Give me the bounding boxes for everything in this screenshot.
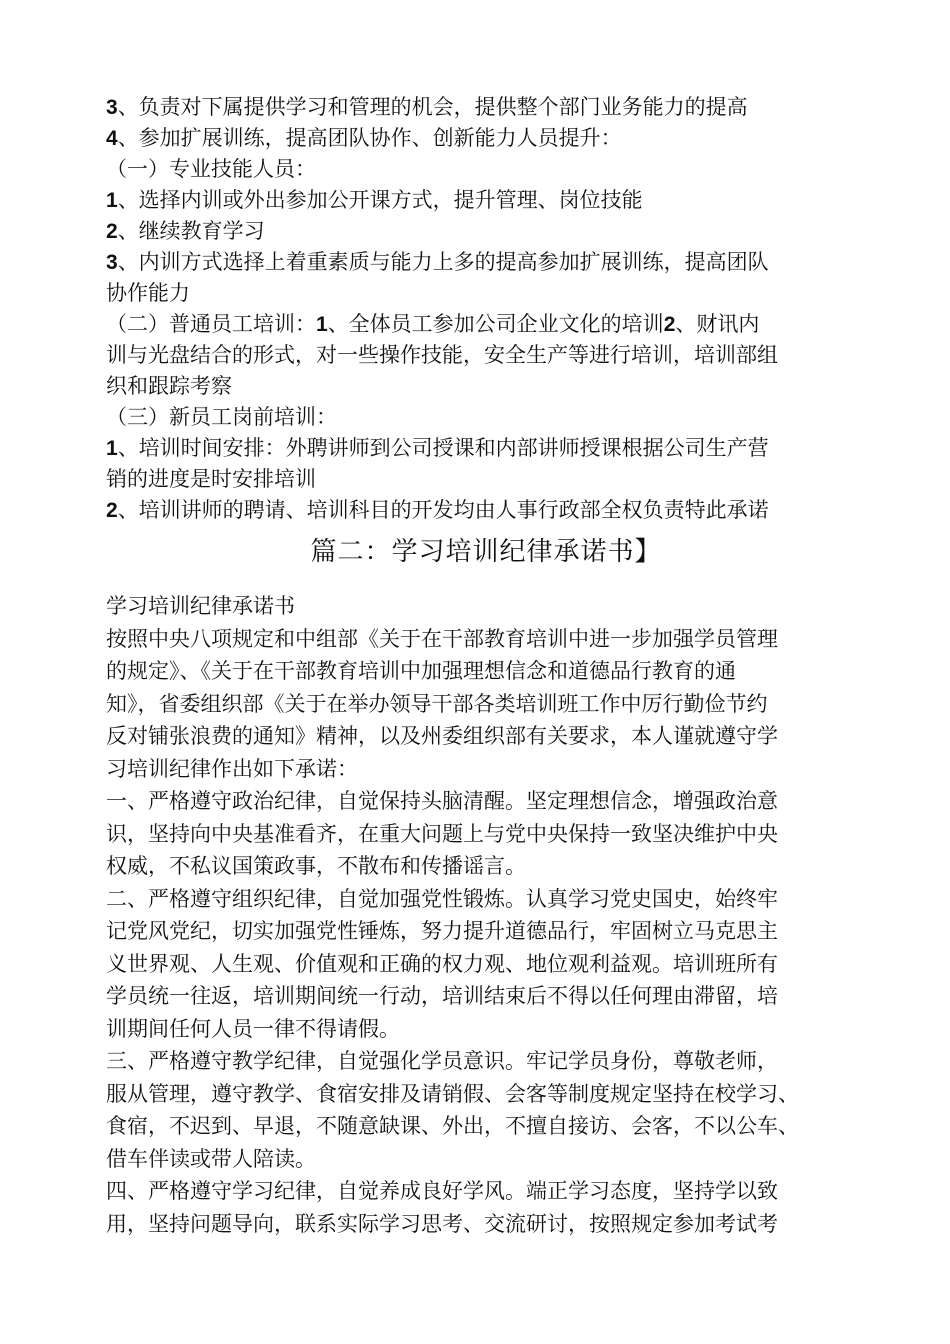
- text-line: 服从管理，遵守教学、食宿安排及请销假、会客等制度规定坚持在校学习、: [106, 1081, 799, 1106]
- item-number: 4: [106, 127, 118, 150]
- line-text: （二）普通员工培训：: [106, 312, 316, 336]
- text-line: [106, 340, 866, 371]
- text-line: 用，坚持问题导向，联系实际学习思考、交流研讨，按照规定参加考试考: [106, 1211, 778, 1236]
- text-line: 识，坚持向中央基准看齐，在重大问题上与党中央保持一致坚决维护中央: [106, 821, 778, 846]
- line-text: 、培训时间安排：外聘讲师到公司授课和内部讲师授课根据公司生产营: [117, 436, 769, 460]
- line-text: 协作能力: [106, 281, 190, 305]
- text-line: 一、严格遵守政治纪律，自觉保持头脑清醒。坚定理想信念，增强政治意: [106, 789, 778, 813]
- item-number: 1: [106, 189, 118, 212]
- line-text: 训与光盘结合的形式，对一些操作技能，安全生产等进行培训，培训部组: [106, 343, 778, 367]
- line-text: 、培训讲师的聘请、培训科目的开发均由人事行政部全权负责特此承诺: [117, 498, 769, 522]
- line-text: 、内训方式选择上着重素质与能力上多的提高参加扩展训练，提高团队: [117, 250, 769, 274]
- item-number: 3: [106, 96, 118, 119]
- line-text: 、选择内训或外出参加公开课方式，提升管理、岗位技能: [117, 188, 643, 212]
- item-number: 1: [106, 437, 118, 460]
- spacer: [106, 576, 866, 590]
- text-line: [106, 216, 866, 247]
- text-line: [106, 123, 866, 154]
- item-number: 1: [316, 313, 328, 336]
- text-line: 借车伴读或带人陪读。: [106, 1146, 316, 1171]
- line-text: 销的进度是时安排培训: [106, 467, 316, 491]
- text-line: [106, 433, 866, 464]
- text-line: [106, 247, 866, 278]
- text-line: 习培训纪律作出如下承诺：: [106, 756, 358, 781]
- section-part-two: [106, 590, 866, 1240]
- line-text: 、参加扩展训练，提高团队协作、创新能力人员提升：: [117, 126, 622, 150]
- line-text: （一）专业技能人员：: [106, 157, 316, 181]
- line-text: 、继续教育学习: [117, 219, 265, 243]
- text-line: [106, 371, 866, 402]
- line-text: 、财讯内: [675, 312, 760, 336]
- document-page: [106, 92, 866, 1240]
- section-part-one: [106, 92, 866, 526]
- text-line: [106, 464, 866, 495]
- text-line: 食宿，不迟到、早退，不随意缺课、外出，不擅自接访、会客，不以公车、: [106, 1114, 799, 1138]
- line-text: 、负责对下属提供学习和管理的机会，提供整个部门业务能力的提高: [117, 95, 748, 119]
- item-number: 2: [663, 313, 676, 336]
- item-number: 2: [106, 220, 118, 243]
- item-number: 3: [106, 251, 118, 274]
- item-number: 2: [106, 499, 118, 522]
- text-line: 反对铺张浪费的通知》精神，以及州委组织部有关要求，本人谨就遵守学: [106, 724, 778, 748]
- subheading-line: [106, 309, 866, 340]
- text-line: 三、严格遵守教学纪律，自觉强化学员意识。牢记学员身份，尊敬老师，: [106, 1049, 778, 1073]
- text-line: 义世界观、人生观、价值观和正确的权力观、地位观利益观。培训班所有: [106, 951, 778, 976]
- subheading-line: [106, 402, 866, 433]
- section-title: 篇二：学习培训纪律承诺书】: [310, 537, 662, 567]
- text-line: 记党风党纪，切实加强党性锤炼，努力提升道德品行，牢固树立马克思主: [106, 919, 778, 943]
- text-line: 的规定》、《关于在干部教育培训中加强理想信念和道德品行教育的通: [106, 659, 736, 683]
- text-line: 训期间任何人员一律不得请假。: [106, 1016, 400, 1041]
- text-line: [106, 278, 866, 309]
- text-line: [106, 92, 866, 123]
- subheading-line: [106, 154, 866, 185]
- text-line: 知》，省委组织部《关于在举办领导干部各类培训班工作中厉行勤俭节约: [106, 691, 768, 716]
- text-line: 四、严格遵守学习纪律，自觉养成良好学风。端正学习态度，坚持学以致: [106, 1179, 778, 1203]
- text-line: [106, 495, 866, 526]
- text-line: 权威，不私议国策政事，不散布和传播谣言。: [106, 854, 526, 878]
- text-line: 按照中央八项规定和中组部《关于在干部教育培训中进一步加强学员管理: [106, 626, 778, 651]
- line-text: （三）新员工岗前培训：: [106, 405, 337, 429]
- line-text: 织和跟踪考察: [106, 374, 232, 398]
- text-line: 二、严格遵守组织纪律，自觉加强党性锻炼。认真学习党史国史，始终牢: [106, 886, 778, 911]
- text-line: 学员统一往返，培训期间统一行动，培训结束后不得以任何理由滞留，培: [106, 984, 778, 1008]
- line-text: 、全体员工参加公司企业文化的培训: [327, 312, 664, 336]
- text-line: 学习培训纪律承诺书: [106, 594, 295, 618]
- text-line: [106, 185, 866, 216]
